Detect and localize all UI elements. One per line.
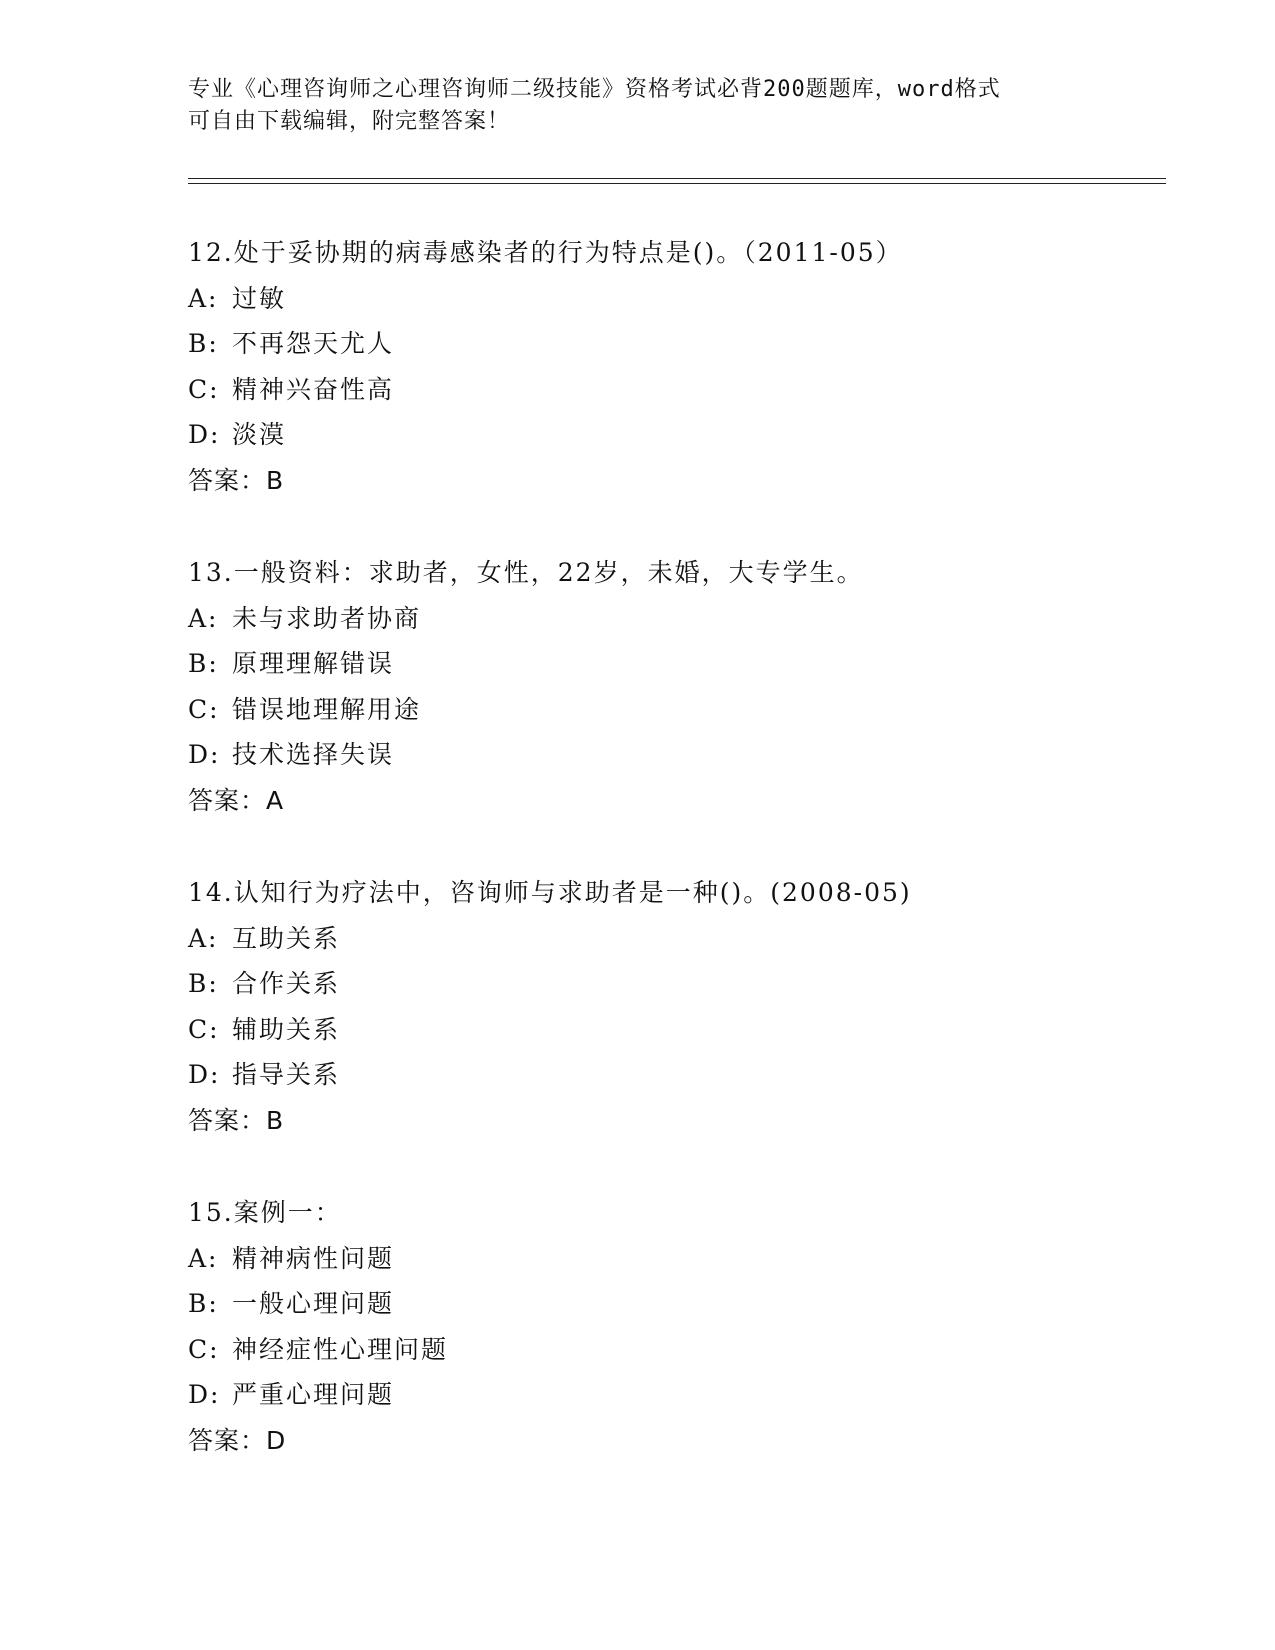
answer-line: 答案：B: [188, 1105, 285, 1135]
option-key: A:: [188, 1243, 219, 1273]
question-block: [188, 230, 1188, 503]
option-c: [188, 1007, 1188, 1053]
question-stem: 15.案例一：: [188, 1198, 342, 1227]
question-block: [188, 550, 1188, 823]
header-line-2: 可自由下载编辑，附完整答案！: [188, 109, 511, 134]
option-text: 原理理解错误: [232, 649, 395, 678]
option-key: A:: [188, 603, 219, 633]
option-key: B:: [188, 1289, 219, 1318]
question-stem: 13.一般资料：求助者，女性，22岁，未婚，大专学生。: [188, 558, 864, 587]
option-text: 指导关系: [232, 1060, 341, 1089]
option-b: [188, 1281, 1188, 1327]
option-a: [188, 916, 1188, 962]
option-text: 精神兴奋性高: [232, 374, 395, 404]
question-block: [188, 870, 1188, 1143]
option-a: [188, 596, 1188, 642]
option-key: C:: [188, 1334, 220, 1364]
option-text: 精神病性问题: [232, 1243, 395, 1273]
option-text: 未与求助者协商: [232, 603, 422, 633]
answer-line: 答案：B: [188, 465, 285, 495]
header-double-rule: [188, 178, 1166, 184]
option-key: D:: [188, 1380, 221, 1409]
option-text: 神经症性心理问题: [232, 1334, 449, 1364]
document-header: [188, 74, 1068, 138]
option-b: [188, 641, 1188, 687]
option-c: [188, 1327, 1188, 1373]
option-c: [188, 687, 1188, 733]
option-key: C:: [188, 374, 220, 404]
question-stem: 14.认知行为疗法中，咨询师与求助者是一种()。(2008-05): [188, 878, 912, 907]
option-text: 错误地理解用途: [232, 694, 422, 724]
option-d: [188, 1052, 1188, 1098]
option-text: 过敏: [232, 283, 287, 313]
option-key: B:: [188, 329, 219, 358]
option-key: A:: [188, 283, 219, 313]
option-key: D:: [188, 420, 221, 449]
option-key: C:: [188, 1014, 220, 1044]
option-b: [188, 961, 1188, 1007]
option-text: 严重心理问题: [232, 1380, 395, 1409]
option-a: [188, 1236, 1188, 1282]
option-text: 淡漠: [232, 420, 287, 449]
answer-line: 答案：D: [188, 1425, 287, 1455]
option-text: 不再怨天尤人: [232, 329, 395, 358]
header-line-1: 专业《心理咨询师之心理咨询师二级技能》资格考试必背200题题库，word格式: [188, 77, 1001, 102]
answer-line: 答案：A: [188, 785, 285, 815]
option-d: [188, 412, 1188, 458]
option-a: [188, 276, 1188, 322]
option-c: [188, 367, 1188, 413]
option-text: 合作关系: [232, 969, 341, 998]
option-key: B:: [188, 649, 219, 678]
option-text: 互助关系: [232, 923, 341, 953]
option-key: B:: [188, 969, 219, 998]
option-key: D:: [188, 1060, 221, 1089]
option-text: 一般心理问题: [232, 1289, 395, 1318]
option-d: [188, 732, 1188, 778]
option-key: A:: [188, 923, 219, 953]
option-key: D:: [188, 740, 221, 769]
option-b: [188, 321, 1188, 367]
option-text: 辅助关系: [232, 1014, 341, 1044]
option-d: [188, 1372, 1188, 1418]
option-key: C:: [188, 694, 220, 724]
option-text: 技术选择失误: [232, 740, 395, 769]
question-block: [188, 1190, 1188, 1463]
question-stem: 12.处于妥协期的病毒感染者的行为特点是()。（2011-05）: [188, 238, 903, 267]
